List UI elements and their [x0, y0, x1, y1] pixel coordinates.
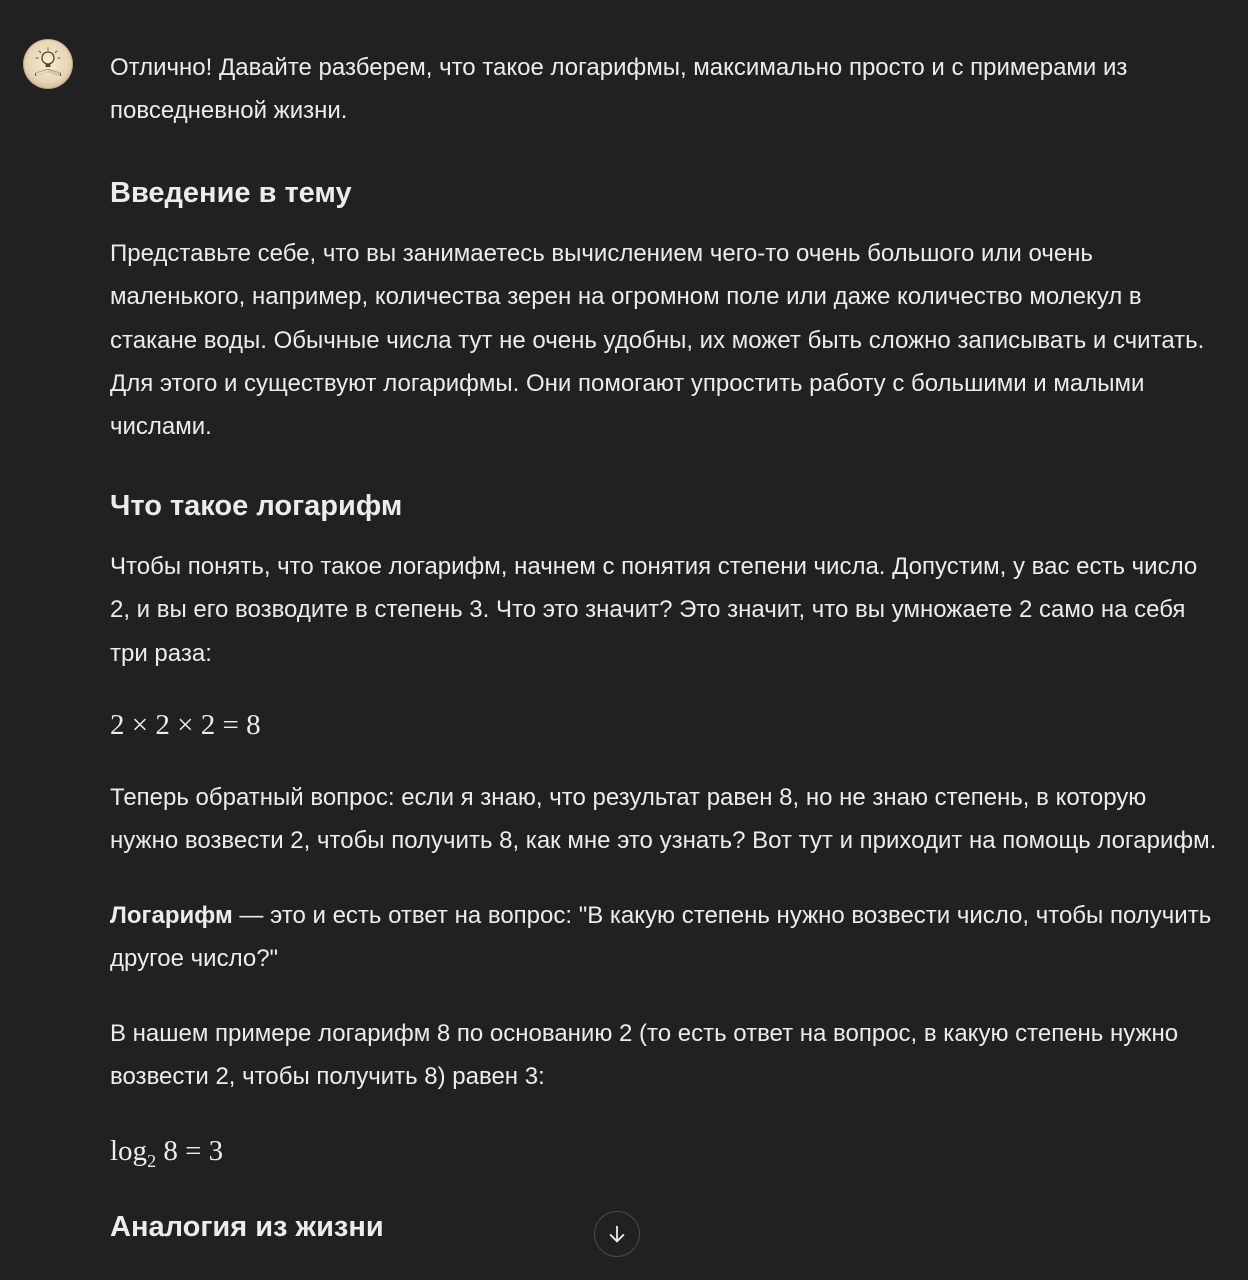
- heading-introduction: Введение в тему: [110, 176, 352, 209]
- power-explanation-paragraph: Чтобы понять, что такое логарифм, начнем с понятия степени числа. Допустим, у вас есть число 2, и вы его возводите в степень 3. Что это значит? Это значит, что вы умножаете 2 само на себя три раза:: [110, 552, 1198, 667]
- heading-what-is-logarithm: Что такое логарифм: [110, 489, 403, 522]
- log-expression: 8 = 3: [156, 1134, 224, 1167]
- log-base: 2: [147, 1150, 157, 1171]
- scroll-to-bottom-button[interactable]: [594, 1211, 640, 1257]
- inverse-question-paragraph: Теперь обратный вопрос: если я знаю, что результат равен 8, но не знаю степень, в которую нужно возвести 2, чтобы получить 8, как мне это узнать? Вот тут и приходит на помощь логарифм.: [110, 784, 1217, 855]
- assistant-message: [110, 46, 1220, 1247]
- logarithm-definition-paragraph: [110, 894, 1220, 981]
- introduction-paragraph: Представьте себе, что вы занимаетесь вычислением чего-то очень большого или очень маленького, например, количества зерен на огромном поле или даже количество молекул в стакане воды. Обычные числа тут не очень удобны, их может быть сложно записывать и считать. Для этого и существуют логарифмы. Они помогают упростить работу с большими и малыми числами.: [110, 239, 1205, 441]
- log-operator: log: [110, 1134, 148, 1167]
- assistant-avatar: [23, 39, 73, 89]
- intro-paragraph: Отлично! Давайте разберем, что такое логарифмы, максимально просто и с примерами из повседневной жизни.: [110, 54, 1128, 125]
- math-logarithm: [110, 1131, 1220, 1171]
- lightbulb-book-icon: [23, 39, 73, 89]
- heading-life-analogy: Аналогия из жизни: [110, 1210, 384, 1243]
- example-paragraph: В нашем примере логарифм 8 по основанию 2 (то есть ответ на вопрос, в какую степень нужно возвести 2, чтобы получить 8) равен 3:: [110, 1019, 1179, 1091]
- definition-text: — это и есть ответ на вопрос: "В какую степень нужно возвести число, чтобы получить другое число?": [110, 901, 1212, 973]
- definition-term: Логарифм: [110, 901, 233, 929]
- arrow-down-icon: [606, 1223, 628, 1245]
- math-multiplication: 2 × 2 × 2 = 8: [110, 709, 261, 742]
